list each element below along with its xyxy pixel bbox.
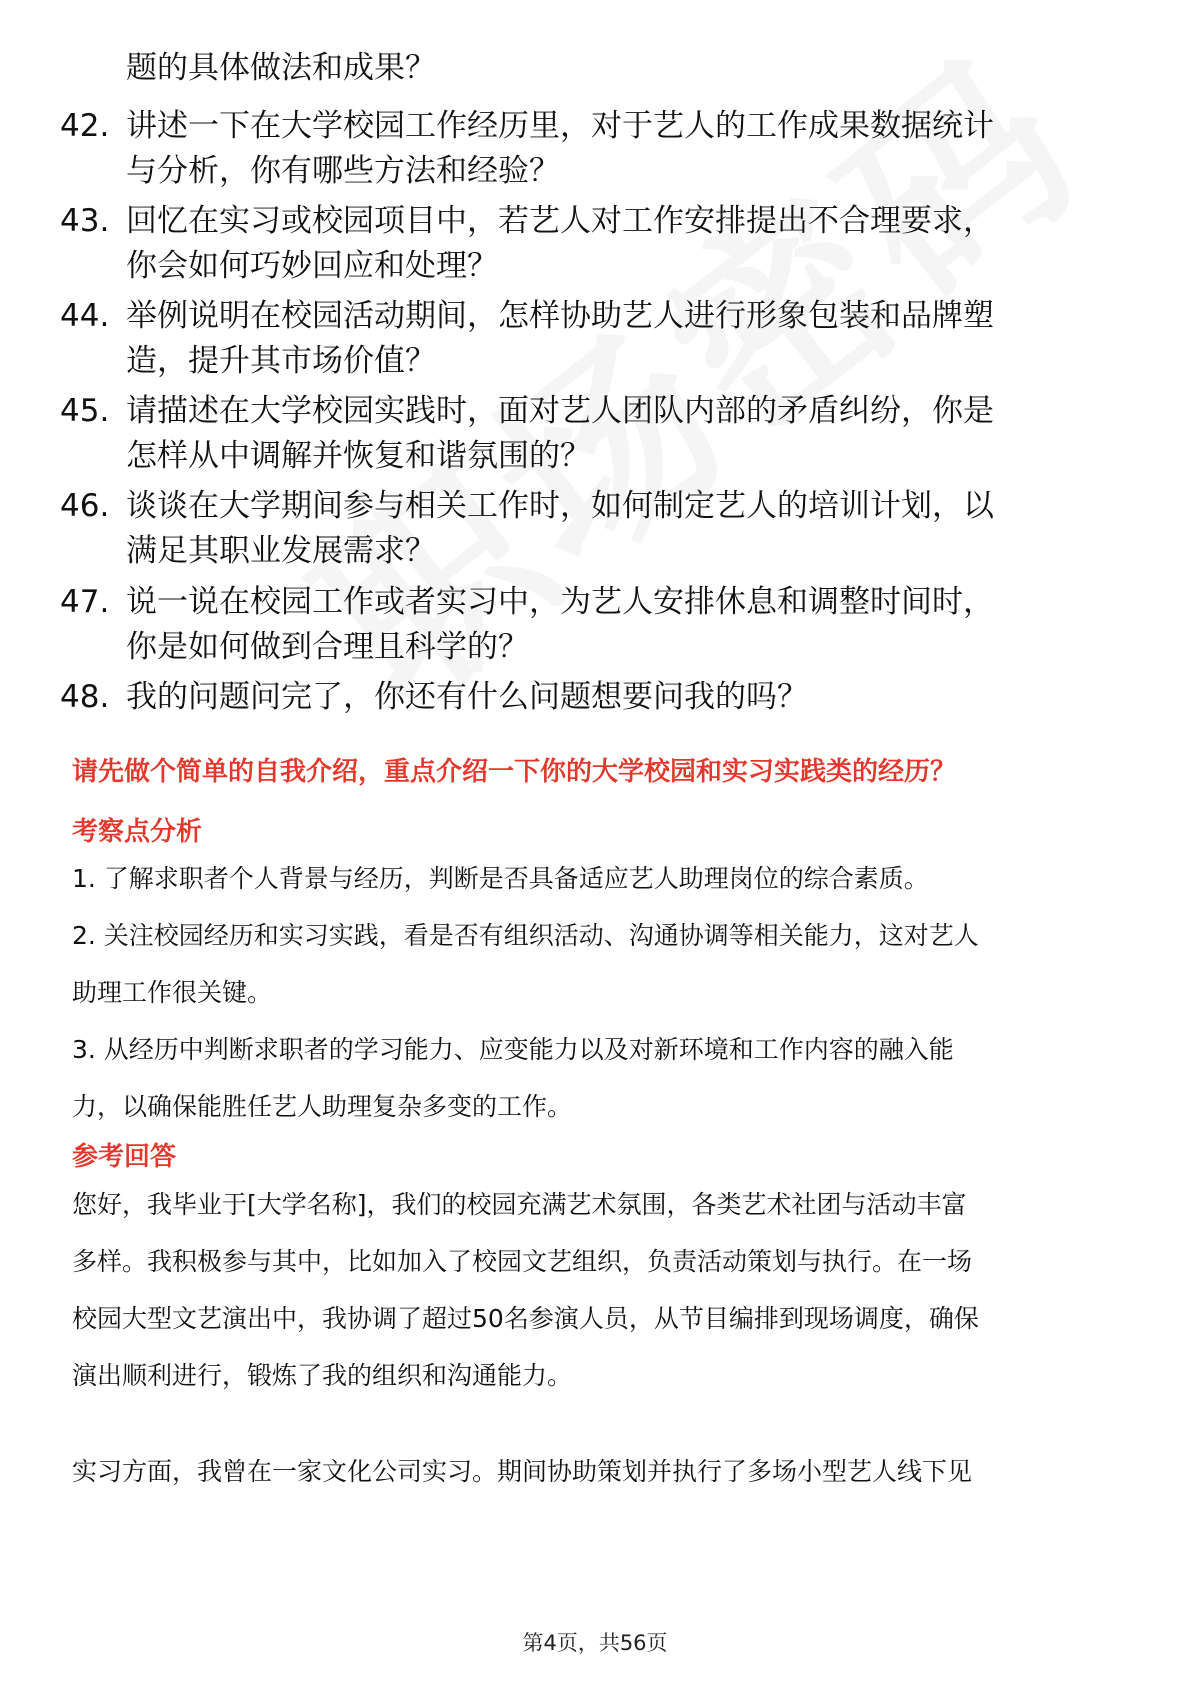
analysis-line: 助理工作很关键。 [72,978,273,1007]
analysis-line: 力，以确保能胜任艺人助理复杂多变的工作。 [72,1092,573,1121]
question-line: 讲述一下在大学校园工作经历里，对于艺人的工作成果数据统计 [126,108,994,144]
analysis-heading: 考察点分析 [72,817,203,847]
answer-line: 校园大型文艺演出中，我协调了超过50名参演人员，从节目编排到现场调度，确保 [72,1304,979,1333]
question-line: 与分析，你有哪些方法和经验？ [126,153,560,189]
question-line: 怎样从中调解并恢复和谐氛围的？ [126,438,591,474]
question-line: 请描述在大学校园实践时，面对艺人团队内部的矛盾纠纷，你是 [126,393,994,429]
question-number: 47. [60,584,110,620]
question-line: 你是如何做到合理且科学的？ [126,629,529,665]
analysis-list [72,850,979,1135]
question-41-continuation: 题的具体做法和成果？ [126,50,436,86]
answer-heading: 参考回答 [72,1142,177,1172]
answer-line: 多样。我积极参与其中，比如加入了校园文艺组织，负责活动策划与执行。在一场 [72,1247,973,1276]
analysis-line: 3. 从经历中判断求职者的学习能力、应变能力以及对新环境和工作内容的融入能 [72,1035,954,1064]
question-line: 我的问题问完了，你还有什么问题想要问我的吗？ [126,679,808,715]
question-number: 45. [60,393,110,429]
question-line: 举例说明在校园活动期间，怎样协助艺人进行形象包装和品牌塑 [126,298,994,334]
question-line: 谈谈在大学期间参与相关工作时，如何制定艺人的培训计划，以 [126,488,994,524]
question-number: 42. [60,108,110,144]
answer-paragraph-1 [72,1176,979,1404]
answer-line: 您好，我毕业于[大学名称]，我们的校园充满艺术氛围，各类艺术社团与活动丰富 [72,1190,967,1219]
question-line: 你会如何巧妙回应和处理？ [126,248,498,284]
answer-paragraph-2 [72,1443,972,1500]
question-line: 造，提升其市场价值？ [126,343,436,379]
analysis-line: 1. 了解求职者个人背景与经历，判断是否具备适应艺人助理岗位的综合素质。 [72,864,929,893]
question-number: 48. [60,679,110,715]
page-footer: 第4页，共56页 [522,1631,668,1655]
question-line: 说一说在校园工作或者实习中，为艺人安排休息和调整时间时， [126,584,994,620]
question-line: 满足其职业发展需求？ [126,533,436,569]
question-number: 43. [60,203,110,239]
answer-line: 实习方面，我曾在一家文化公司实习。期间协助策划并执行了多场小型艺人线下见 [72,1457,973,1486]
question-number: 46. [60,488,110,524]
main-question-heading: 请先做个简单的自我介绍，重点介绍一下你的大学校园和实习实践类的经历？ [72,757,957,787]
question-number: 44. [60,298,110,334]
answer-line: 演出顺利进行，锻炼了我的组织和沟通能力。 [72,1361,573,1390]
analysis-line: 2. 关注校园经历和实习实践，看是否有组织活动、沟通协调等相关能力，这对艺人 [72,921,979,950]
question-line: 回忆在实习或校园项目中，若艺人对工作安排提出不合理要求， [126,203,994,239]
